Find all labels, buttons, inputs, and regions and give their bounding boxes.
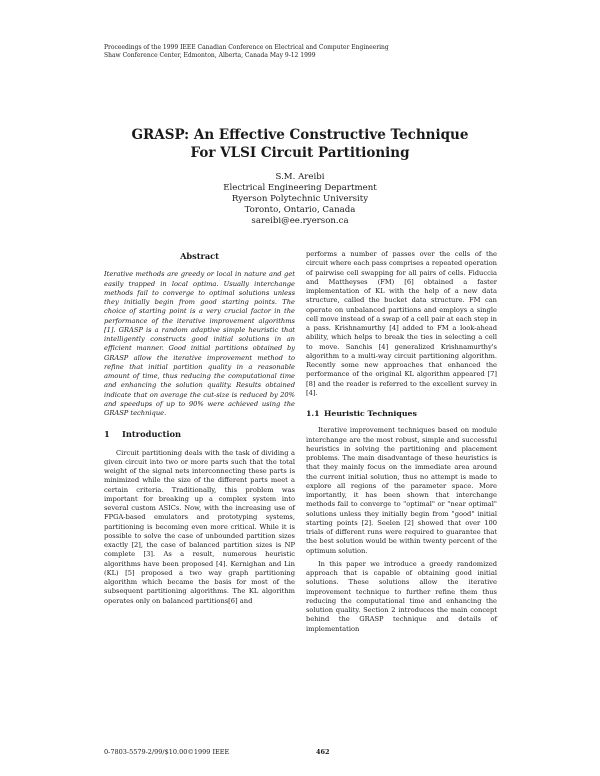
proceedings-header — [104, 44, 464, 60]
paper-title-line-1: GRASP: An Effective Constructive Technique — [131, 127, 469, 143]
section-1-title: Introduction — [122, 429, 182, 440]
abstract-heading: Abstract — [180, 251, 219, 261]
proceedings-line-2: Shaw Conference Center, Edmonton, Alberta, Canada May 9-12 1999 — [104, 52, 316, 59]
heuristic-paragraph-1: Iterative improvement techniques based on module interchange are the most robust, simple and successful heuristics in solving the partitioning and placement problems. The main disadvantage of these heuristics is that they mainly focus on the immediate area around the current initial solution, thus no attempt is made to explore all regions of the parameter space. More importantly, it has been shown that interchange methods fail to converge to "optimal" or "near optimal" solutions unless they initially begin from "good" initial starting points [2]. Seelen [2] showed that over 100 trials of different runs were required to guarantee that the best solution would be within twenty percent of the optimum solution. — [306, 426, 497, 555]
proceedings-line-1: Proceedings of the 1999 IEEE Canadian Conference on Electrical and Computer Engineering — [104, 44, 389, 51]
author-department: Electrical Engineering Department — [223, 183, 377, 193]
footer-page-number: 462 — [316, 748, 330, 756]
section-1-heading — [104, 430, 295, 439]
abstract-text: Iterative methods are greedy or local in nature and get easily trapped in local optima. Usually interchange methods fail to converge to optimal solutions unless they initially begin from good starting points. The choice of starting point is a very crucial factor in the performance of the iterative improvement algorithms [1]. GRASP is a random adaptive simple heuristic that intelligently constructs good initial solutions in an efficient manner. Good initial partitions obtained by GRASP allow the iterative improvement method to refine that initial partition quality in a reasonable amount of time, thus reducing the computational time and enhancing the solution quality. Results obtained indicate that on average the cut-size is reduced by 20% and speedups of up to 90% were achieved using the GRASP technique. — [104, 270, 295, 417]
heuristic-paragraph-2: In this paper we introduce a greedy randomized approach that is capable of obtaining good initial solutions. These solutions allow the iterative improvement technique to further refine them thus reducing the computational time and enhancing the solution quality. Section 2 introduces the main concept behind the GRASP technique and details of implementation — [306, 559, 497, 633]
author-location: Toronto, Ontario, Canada — [244, 205, 356, 215]
section-1-1-number: 1.1 — [306, 409, 320, 418]
section-1-number: 1 — [104, 429, 110, 440]
author-name: S.M. Areibi — [275, 172, 325, 182]
intro-paragraph-continued: performs a number of passes over the cells of the circuit where each pass comprises a repeated operation of pairwise cell swapping for all pairs of cells. Fiduccia and Mattheyses (FM) [6] obtained a faster implementation of KL with the help of a new data structure, called the bucket data structure. FM can operate on unbalanced partitions and employs a single cell move instead of a swap of a cell pair at each step in a pass. Krishnamurthy [4] added to FM a look-ahead ability, which helps to break the ties in selecting a cell to move. Sanchis [4] generalized Krishnamurthy's algorithm to a multi-way circuit partitioning algorithm. Recently some new approaches that enhanced the performance of the original KL algorithm appeared [7] [8] and the reader is referred to the excellent survey in [4]. — [306, 250, 497, 397]
left-column — [104, 250, 295, 606]
author-email: sareibi@ee.ryerson.ca — [251, 216, 349, 226]
author-university: Ryerson Polytechnic University — [231, 194, 369, 204]
section-1-1-heading — [306, 409, 497, 418]
footer-isbn: 0-7803-5579-2/99/$10.00©1999 IEEE — [104, 748, 230, 756]
section-1-1-title: Heuristic Techniques — [324, 409, 417, 418]
paper-title-line-2: For VLSI Circuit Partitioning — [190, 145, 410, 161]
intro-paragraph-1: Circuit partitioning deals with the task of dividing a given circuit into two or more parts such that the total weight of the signal nets interconnecting these parts is minimized while the size of the different parts meet a certain criteria. Traditionally, this problem was important for breaking up a complex system into several custom ASICs. Now, with the increasing use of FPGA-based emulators and prototyping systems, partitioning is becoming even more critical. While it is possible to solve the case of unbounded partition sizes exactly [2], the case of balanced partition sizes is NP complete [3]. As a result, numerous heuristic algorithms have been proposed [4]. Kernighan and Lin (KL) [5] proposed a two way graph partitioning algorithm which became the basis for most of the subsequent partitioning algorithms. The KL algorithm operates only on balanced partitions[6] and — [104, 448, 295, 605]
right-column — [306, 250, 497, 634]
